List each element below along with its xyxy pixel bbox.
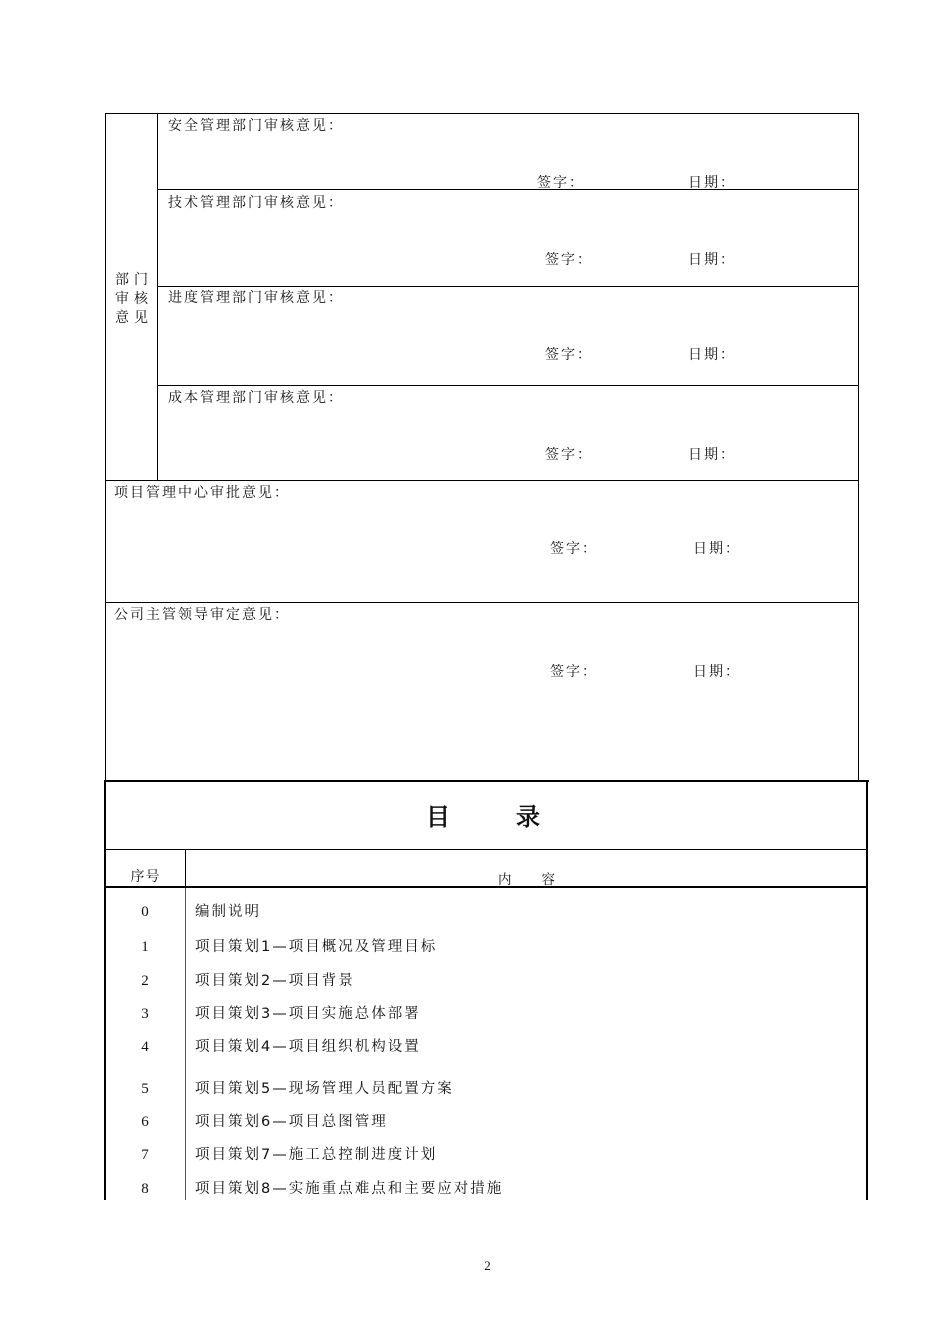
dept-review-label-line2: 审核 [115, 291, 153, 307]
toc-item-text: 项目策划6—项目总图管理 [195, 1114, 388, 1130]
cost-review-title: 成本管理部门审核意见： [168, 390, 344, 406]
schedule-date-label: 日期： [688, 347, 736, 363]
toc-item-no: 5 [141, 1081, 149, 1097]
toc-item-no: 3 [141, 1006, 149, 1022]
toc-item-text: 项目策划1—项目概况及管理目标 [195, 939, 438, 955]
toc-item-text: 编制说明 [195, 904, 261, 920]
toc-item-no: 4 [141, 1039, 149, 1055]
toc-col-content: 内 容 [498, 872, 556, 888]
leader-approval-title: 公司主管领导审定意见： [114, 607, 290, 623]
toc-item-no: 8 [141, 1181, 149, 1197]
toc-item-no: 0 [141, 904, 149, 920]
center-sign-label: 签字： [550, 541, 598, 557]
toc-item-no: 2 [141, 973, 149, 989]
center-approval-title: 项目管理中心审批意见： [114, 485, 290, 501]
toc-item-no: 6 [141, 1114, 149, 1130]
page-number: 2 [484, 1258, 491, 1273]
schedule-review-title: 进度管理部门审核意见： [168, 290, 344, 306]
safety-date-label: 日期： [688, 175, 736, 191]
tech-review-title: 技术管理部门审核意见： [168, 195, 344, 211]
safety-sign-label: 签字： [537, 175, 585, 191]
toc-item-text: 项目策划7—施工总控制进度计划 [195, 1147, 438, 1163]
center-date-label: 日期： [693, 541, 741, 557]
schedule-sign-label: 签字： [545, 347, 593, 363]
cost-sign-label: 签字： [545, 447, 593, 463]
tech-sign-label: 签字： [545, 252, 593, 268]
toc-title: 目 录 [426, 803, 546, 831]
toc-col-no: 序号 [130, 869, 161, 885]
toc-item-no: 7 [141, 1147, 149, 1163]
leader-date-label: 日期： [693, 664, 741, 680]
safety-review-title: 安全管理部门审核意见： [168, 118, 344, 134]
toc-item-no: 1 [141, 939, 149, 955]
toc-item-text: 项目策划2—项目背景 [195, 973, 355, 989]
cost-date-label: 日期： [688, 447, 736, 463]
toc-item-text: 项目策划3—项目实施总体部署 [195, 1006, 421, 1022]
dept-review-label-line3: 意见 [115, 310, 153, 326]
leader-sign-label: 签字： [550, 664, 598, 680]
dept-review-label-line1: 部门 [115, 272, 153, 288]
tech-date-label: 日期： [688, 252, 736, 268]
toc-item-text: 项目策划5—现场管理人员配置方案 [195, 1081, 454, 1097]
toc-item-text: 项目策划8—实施重点难点和主要应对措施 [195, 1181, 504, 1197]
toc-item-text: 项目策划4—项目组织机构设置 [195, 1039, 421, 1055]
